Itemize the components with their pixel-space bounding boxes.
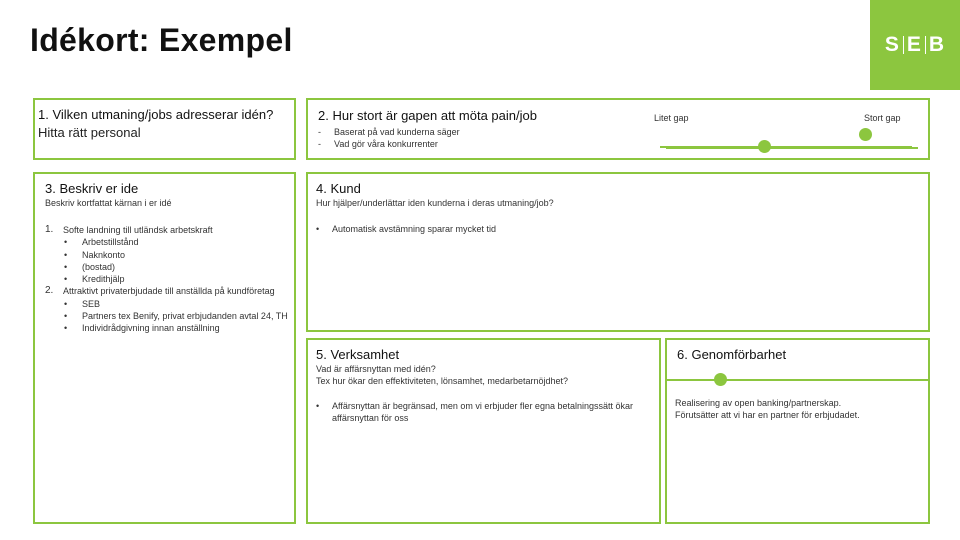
logo-divider bbox=[925, 36, 926, 54]
list-item: • Kredithjälp bbox=[64, 273, 295, 285]
logo-letter-b: B bbox=[928, 33, 946, 56]
list-item: • (bostad) bbox=[64, 261, 295, 273]
card-feasibility bbox=[665, 338, 930, 524]
scale-marker-dot bbox=[859, 128, 872, 141]
scale-marker-dot bbox=[714, 373, 727, 386]
card-feasibility-text: Realisering av open banking/partnerskap. Förutsätter att vi har en partner för erbjudadet. bbox=[675, 398, 860, 420]
page-title: Idékort: Exempel bbox=[30, 22, 293, 58]
idea-list bbox=[45, 224, 295, 335]
card-customer-bullet: • Automatisk avstämning sparar mycket tid bbox=[316, 224, 496, 234]
customer-scale-track bbox=[660, 146, 912, 148]
card-idea-subtitle: Beskriv kortfattat kärnan i er idé bbox=[45, 198, 172, 208]
card-customer-heading: 4. Kund bbox=[316, 181, 361, 196]
card-business bbox=[306, 338, 661, 524]
scale-low-label: Litet gap bbox=[654, 113, 689, 123]
card-business-subtitle-1: Vad är affärsnyttan med idén? bbox=[316, 364, 436, 374]
card-gap-heading: 2. Hur stort är gapen att möta pain/job bbox=[318, 108, 537, 123]
card-challenge bbox=[33, 98, 296, 160]
card-customer bbox=[306, 172, 930, 332]
card-business-subtitle-2: Tex hur ökar den effektiviteten, lönsamhet, medarbetarnöjdhet? bbox=[316, 376, 568, 386]
list-item: - Baserat på vad kunderna säger bbox=[318, 127, 460, 137]
card-customer-subtitle: Hur hjälper/underlättar iden kunderna i deras utmaning/job? bbox=[316, 198, 554, 208]
list-item: 1. Softe landning till utländsk arbetskraft • Arbetstillstånd • Naknkonto • (bostad) • Kredithjälp bbox=[45, 224, 295, 285]
card-business-bullet: • Affärsnyttan är begränsad, men om vi erbjuder fler egna betalningssätt ökar affärsnyttan för oss bbox=[316, 400, 662, 424]
card-idea bbox=[33, 172, 296, 524]
list-item: 2. Attraktivt privaterbjudade till anställda på kundföretag • SEB • Partners tex Benify, privat erbjudanden avtal 24, TH • Individrådgivning innan anställning bbox=[45, 285, 295, 334]
card-idea-heading: 3. Beskriv er ide bbox=[45, 181, 139, 196]
scale-marker-dot bbox=[758, 140, 771, 153]
list-item: • Arbetstillstånd bbox=[64, 236, 295, 248]
list-item: • SEB bbox=[64, 298, 295, 310]
seb-logo bbox=[870, 0, 960, 90]
list-item: • Partners tex Benify, privat erbjudanden avtal 24, TH bbox=[64, 310, 295, 322]
list-item: • Naknkonto bbox=[64, 249, 295, 261]
logo-divider bbox=[903, 36, 904, 54]
card-gap bbox=[306, 98, 930, 160]
logo-letter-s: S bbox=[884, 33, 900, 56]
scale-high-label: Stort gap bbox=[864, 113, 901, 123]
card-challenge-heading: 1. Vilken utmaning/jobs adresserar idén? bbox=[38, 107, 274, 122]
card-challenge-value: Hitta rätt personal bbox=[38, 125, 141, 140]
list-item: • Individrådgivning innan anställning bbox=[64, 322, 295, 334]
card-gap-list bbox=[318, 126, 460, 150]
business-scale-track bbox=[665, 379, 928, 381]
logo-letter-e: E bbox=[906, 33, 922, 56]
list-item: - Vad gör våra konkurrenter bbox=[318, 139, 438, 149]
card-business-heading: 5. Verksamhet bbox=[316, 347, 400, 362]
card-feasibility-heading: 6. Genomförbarhet bbox=[677, 347, 787, 362]
